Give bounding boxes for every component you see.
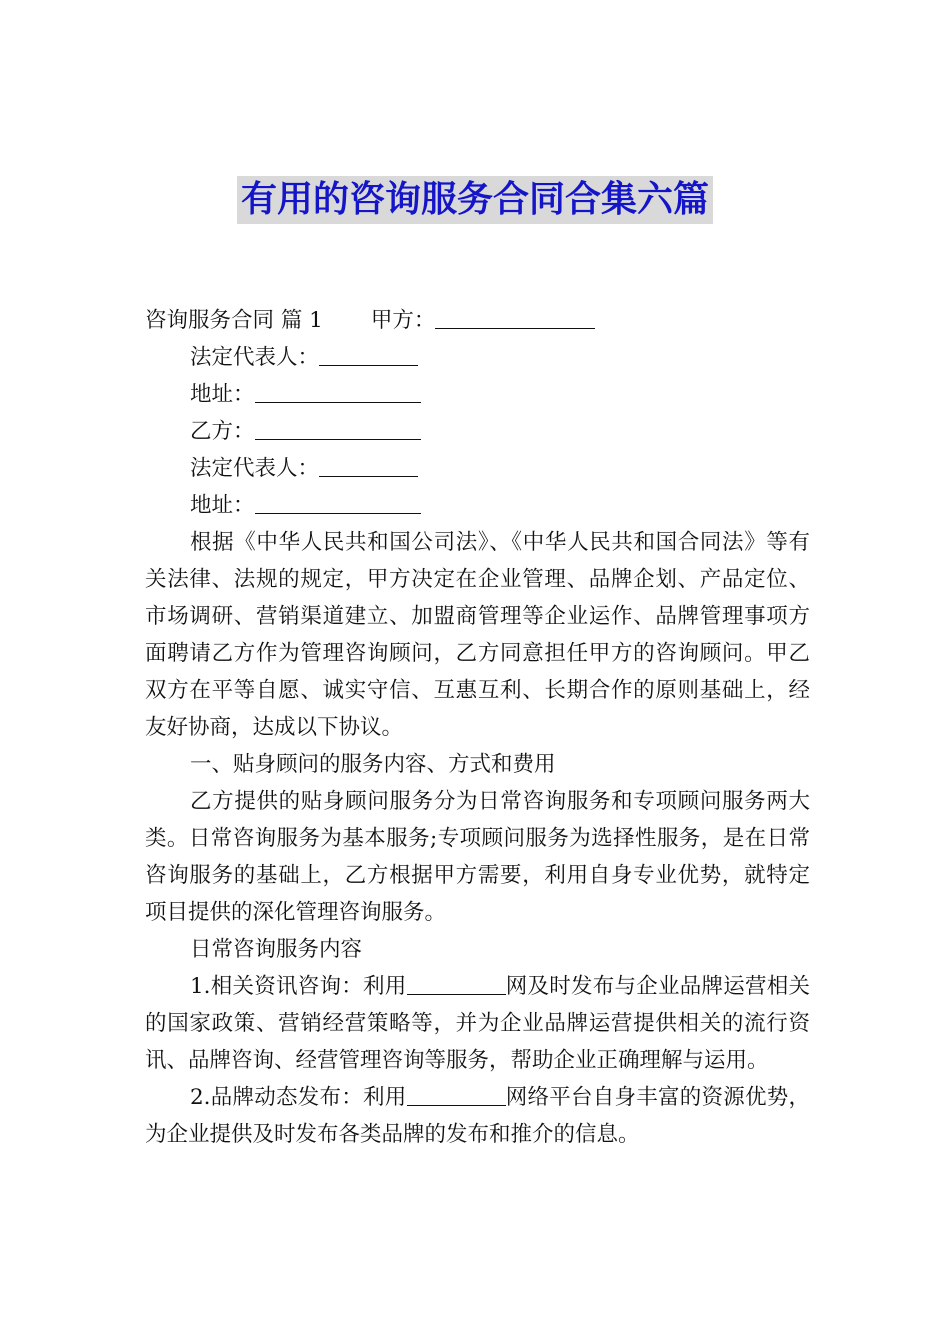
party-b-label: 乙方： [190,419,255,444]
item-1-text: 网及时发布与企业品牌运营相关的国家政策、营销经营策略等，并为企业品牌运营提供相关的流行资讯、品牌咨询、经营管理咨询等服务，帮助企业正确理解与运用。 [145,974,810,1073]
document-body [145,302,810,1153]
party-b-rep-label: 法定代表人： [190,456,320,481]
item-1-blank [407,970,506,995]
party-b-rep-line [145,450,810,487]
section-1-heading: 一、贴身顾问的服务内容、方式和费用 [190,752,556,777]
party-a-blank [435,304,595,329]
party-a-rep-label: 法定代表人： [190,345,320,370]
party-b-addr-blank [255,489,421,514]
party-a-line [145,302,810,339]
party-a-label: 甲方： [370,308,436,333]
item-2-text: 网络平台自身丰富的资源优势，为企业提供及时发布各类品牌的发布和推介的信息。 [145,1085,810,1147]
item-1-prefix: 1.相关资讯咨询：利用 [190,974,407,999]
document-title: 有用的咨询服务合同合集六篇 [237,176,713,224]
party-b-line [145,413,810,450]
party-a-rep-line [145,339,810,376]
party-b-rep-blank [319,452,418,477]
item-2-prefix: 2.品牌动态发布：利用 [190,1085,407,1110]
party-b-addr-line [145,487,810,524]
party-a-addr-label: 地址： [190,382,255,407]
party-a-addr-line [145,376,810,413]
party-a-addr-blank [255,378,421,403]
item-2-paragraph [145,1079,810,1153]
title-container [0,176,950,224]
intro-paragraph: 根据《中华人民共和国公司法》、《中华人民共和国合同法》等有关法律、法规的规定，甲方决定在企业管理、品牌企划、产品定位、市场调研、营销渠道建立、加盟商管理等企业运作、品牌管理事项方面聘请乙方作为管理咨询顾问，乙方同意担任甲方的咨询顾问。甲乙双方在平等自愿、诚实守信、互惠互利、长期合作的原则基础上，经友好协商，达成以下协议。 [145,530,810,740]
daily-service-heading: 日常咨询服务内容 [190,937,363,962]
section-1-paragraph: 乙方提供的贴身顾问服务分为日常咨询服务和专项顾问服务两大类。日常咨询服务为基本服务;专项顾问服务为选择性服务，是在日常咨询服务的基础上，乙方根据甲方需要，利用自身专业优势，就特定项目提供的深化管理咨询服务。 [145,789,810,925]
party-a-rep-blank [319,341,418,366]
section-label: 咨询服务合同 篇 1 [145,308,323,333]
party-b-addr-label: 地址： [190,493,255,518]
party-b-blank [255,415,421,440]
item-2-blank [407,1081,506,1106]
item-1-paragraph [145,968,810,1079]
